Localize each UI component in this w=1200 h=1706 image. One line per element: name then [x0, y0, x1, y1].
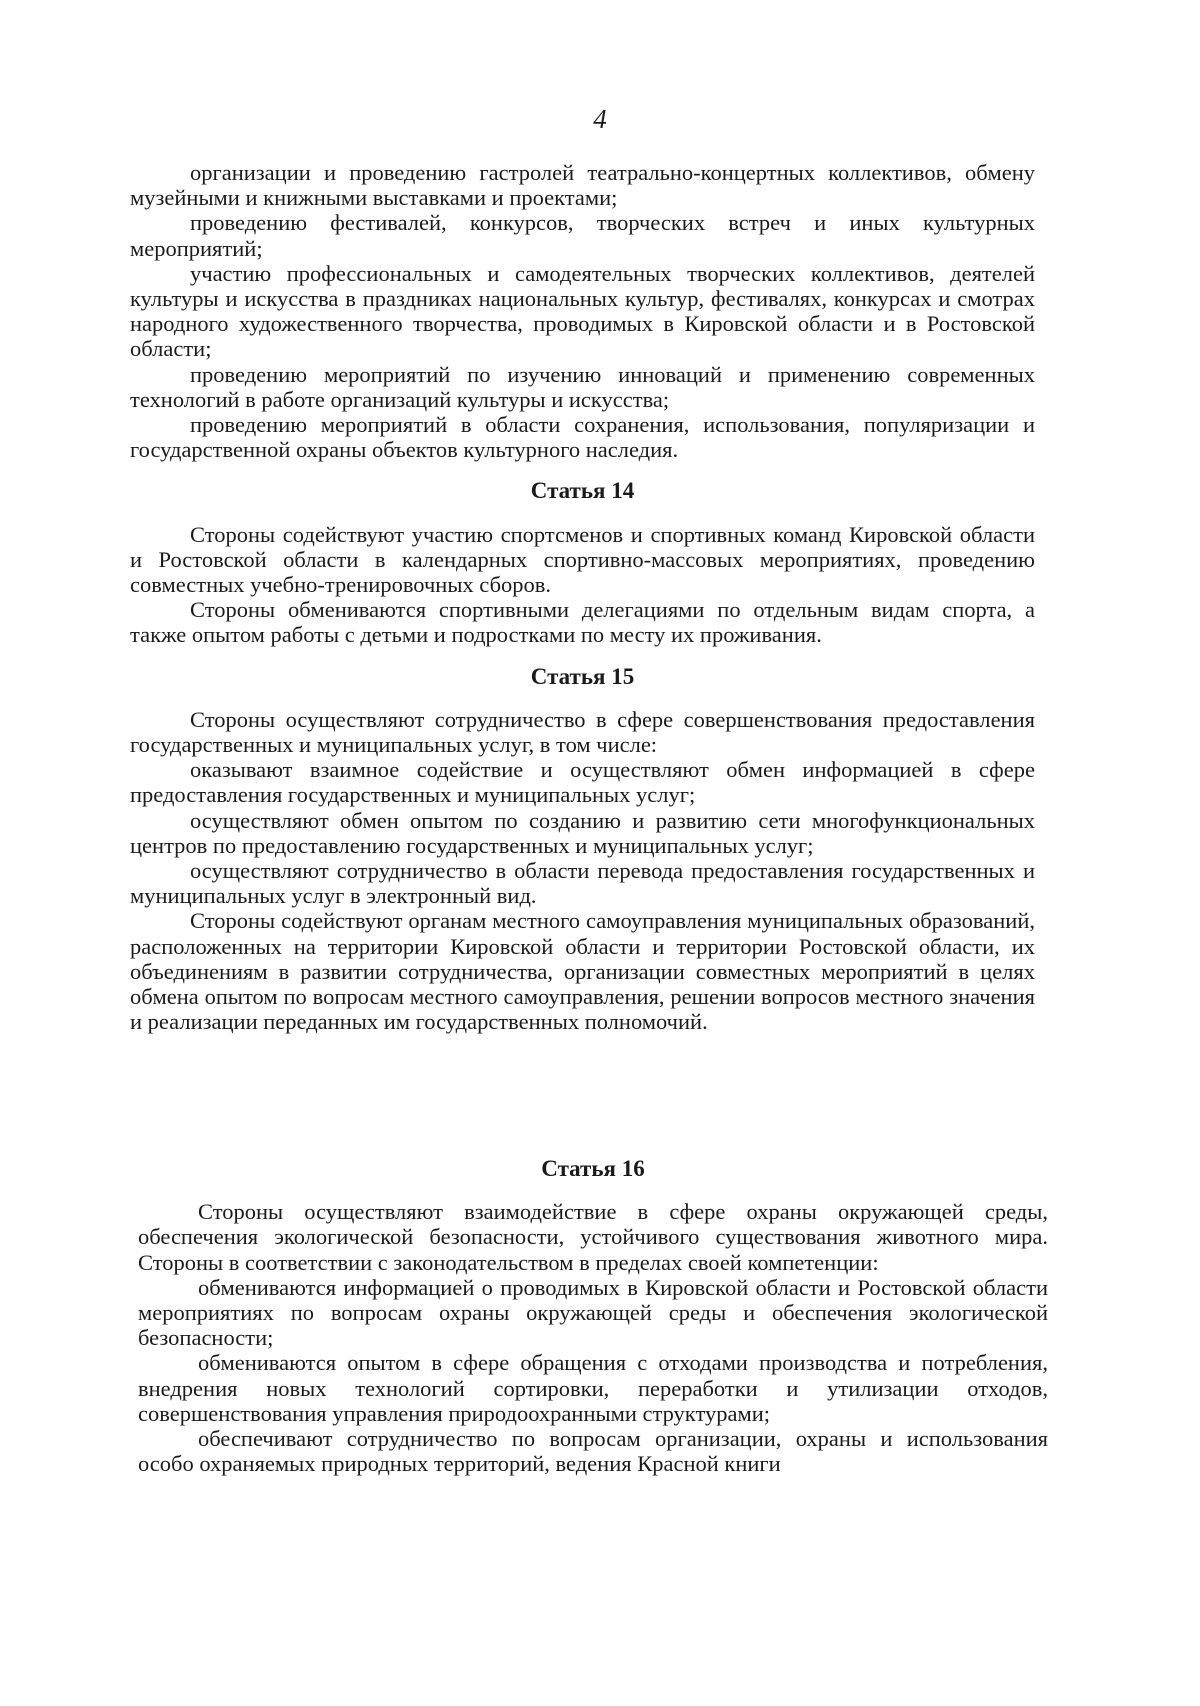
- article-heading: Статья 16: [541, 1156, 645, 1181]
- paragraph: Стороны содействуют органам местного самоуправления муниципальных образований, расположенных на территории Кировской области и территории Ростовской области, их объединениям в развитии сотрудничества, организации совместных мероприятий в целях обмена опытом по вопросам местного самоуправления, решении вопросов местного значения и реализации переданных им государственных полномочий.: [130, 908, 1035, 1035]
- article-heading: Статья 15: [530, 663, 635, 689]
- paragraph: осуществляют обмен опытом по созданию и развитию сети многофункциональных центров по предоставлению государственных и муниципальных услуг;: [130, 807, 1035, 858]
- paragraph: участию профессиональных и самодеятельных творческих коллективов, деятелей культуры и искусства в праздниках национальных культур, фестивалях, конкурсах и смотрах народного художественного творчества, проводимых в Кировской области и в Ростовской области;: [130, 260, 1035, 362]
- paragraph: проведению мероприятий по изучению инноваций и применению современных технологий в работе организаций культуры и искусства;: [130, 361, 1035, 412]
- paragraph: проведению мероприятий в области сохранения, использования, популяризации и государственной охраны объектов культурного наследия.: [130, 412, 1035, 463]
- paragraph: оказывают взаимное содействие и осуществляют обмен информацией в сфере предоставления государственных и муниципальных услуг;: [130, 757, 1035, 808]
- document-body: [130, 160, 1035, 1035]
- paragraph: обмениваются опытом в сфере обращения с отходами производства и потребления, внедрения новых технологий сортировки, переработки и утилизации отходов, совершенствования управления природоохранными структурами;: [138, 1350, 1048, 1426]
- document-body-lower: [138, 1140, 1048, 1476]
- paragraph: осуществляют сотрудничество в области перевода предоставления государственных и муниципальных услуг в электронный вид.: [130, 858, 1035, 909]
- article-heading: Статья 14: [530, 478, 635, 504]
- paragraph: организации и проведению гастролей театрально-концертных коллективов, обмену музейными и книжными выставками и проектами;: [130, 160, 1035, 211]
- paragraph: Стороны осуществляют взаимодействие в сфере охраны окружающей среды, обеспечения экологической безопасности, устойчивого существования животного мира. Стороны в соответствии с законодательством в пределах своей компетенции:: [138, 1199, 1048, 1275]
- page-number: 4: [593, 104, 607, 134]
- paragraph: обмениваются информацией о проводимых в Кировской области и Ростовской области мероприятиях по вопросам охраны окружающей среды и обеспечения экологической безопасности;: [138, 1274, 1048, 1351]
- paragraph: Стороны обмениваются спортивными делегациями по отдельным видам спорта, а также опытом работы с детьми и подростками по месту их проживания.: [130, 597, 1035, 648]
- paragraph: Стороны осуществляют сотрудничество в сфере совершенствования предоставления государственных и муниципальных услуг, в том числе:: [130, 706, 1035, 758]
- paragraph: Стороны содействуют участию спортсменов и спортивных команд Кировской области и Ростовской области в календарных спортивно-массовых мероприятиях, проведению совместных учебно-тренировочных сборов.: [130, 521, 1035, 598]
- paragraph: проведению фестивалей, конкурсов, творческих встреч и иных культурных мероприятий;: [130, 210, 1035, 261]
- paragraph: обеспечивают сотрудничество по вопросам организации, охраны и использования особо охраняемых природных территорий, ведения Красной книги: [138, 1426, 1048, 1477]
